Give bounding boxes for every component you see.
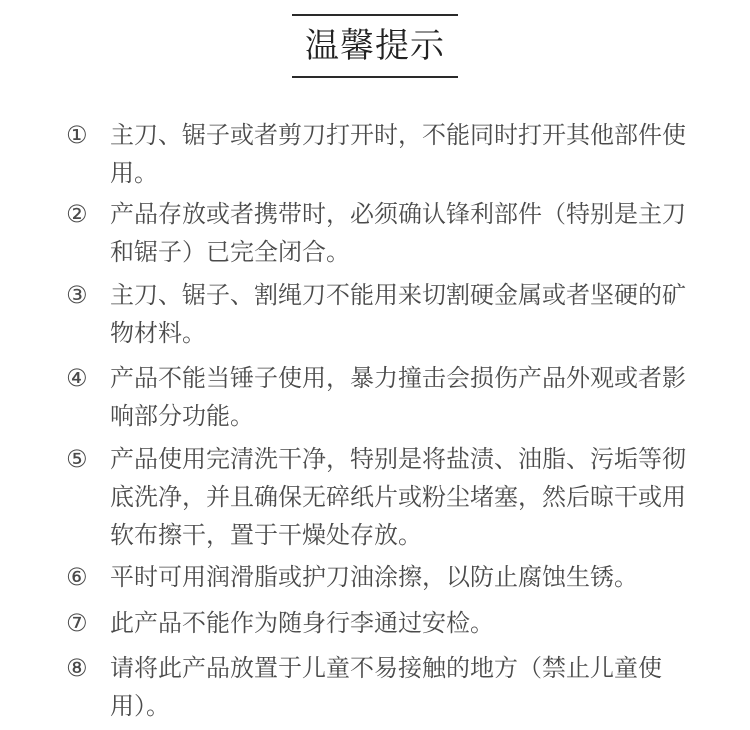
list-item	[66, 359, 706, 435]
list-item-text: 主刀、锯子、割绳刀不能用来切割硬金属或者坚硬的矿物材料。	[110, 281, 686, 347]
list-item	[66, 649, 706, 725]
list-item-number: ①	[66, 121, 88, 149]
list-item	[66, 440, 706, 554]
list-item	[66, 195, 706, 271]
list-item-number: ⑧	[66, 654, 88, 682]
list-item	[66, 116, 706, 192]
list-item-text: 此产品不能作为随身行李通过安检。	[110, 609, 494, 637]
list-item-number: ④	[66, 364, 88, 392]
list-item	[66, 604, 706, 642]
list-item-text: 主刀、锯子或者剪刀打开时，不能同时打开其他部件使用。	[110, 121, 686, 187]
list-item-text: 产品存放或者携带时，必须确认锋利部件（特别是主刀和锯子）已完全闭合。	[110, 200, 686, 266]
list-item-number: ②	[66, 200, 88, 228]
list-item-text: 请将此产品放置于儿童不易接触的地方（禁止儿童使用）。	[110, 654, 662, 720]
list-item-text: 产品不能当锤子使用，暴力撞击会损伤产品外观或者影响部分功能。	[110, 364, 686, 430]
list-item-number: ③	[66, 281, 88, 309]
list-item-text: 产品使用完清洗干净，特别是将盐渍、油脂、污垢等彻底洗净，并且确保无碎纸片或粉尘堵塞，然后晾干或用软布擦干，置于干燥处存放。	[110, 445, 686, 549]
list-item-number: ⑤	[66, 445, 88, 473]
list-item-number: ⑥	[66, 563, 88, 591]
list-item	[66, 558, 706, 596]
list-item	[66, 276, 706, 352]
page-title: 温馨提示	[305, 26, 445, 66]
list-item-text: 平时可用润滑脂或护刀油涂擦，以防止腐蚀生锈。	[110, 563, 638, 591]
list-item-number: ⑦	[66, 609, 88, 637]
